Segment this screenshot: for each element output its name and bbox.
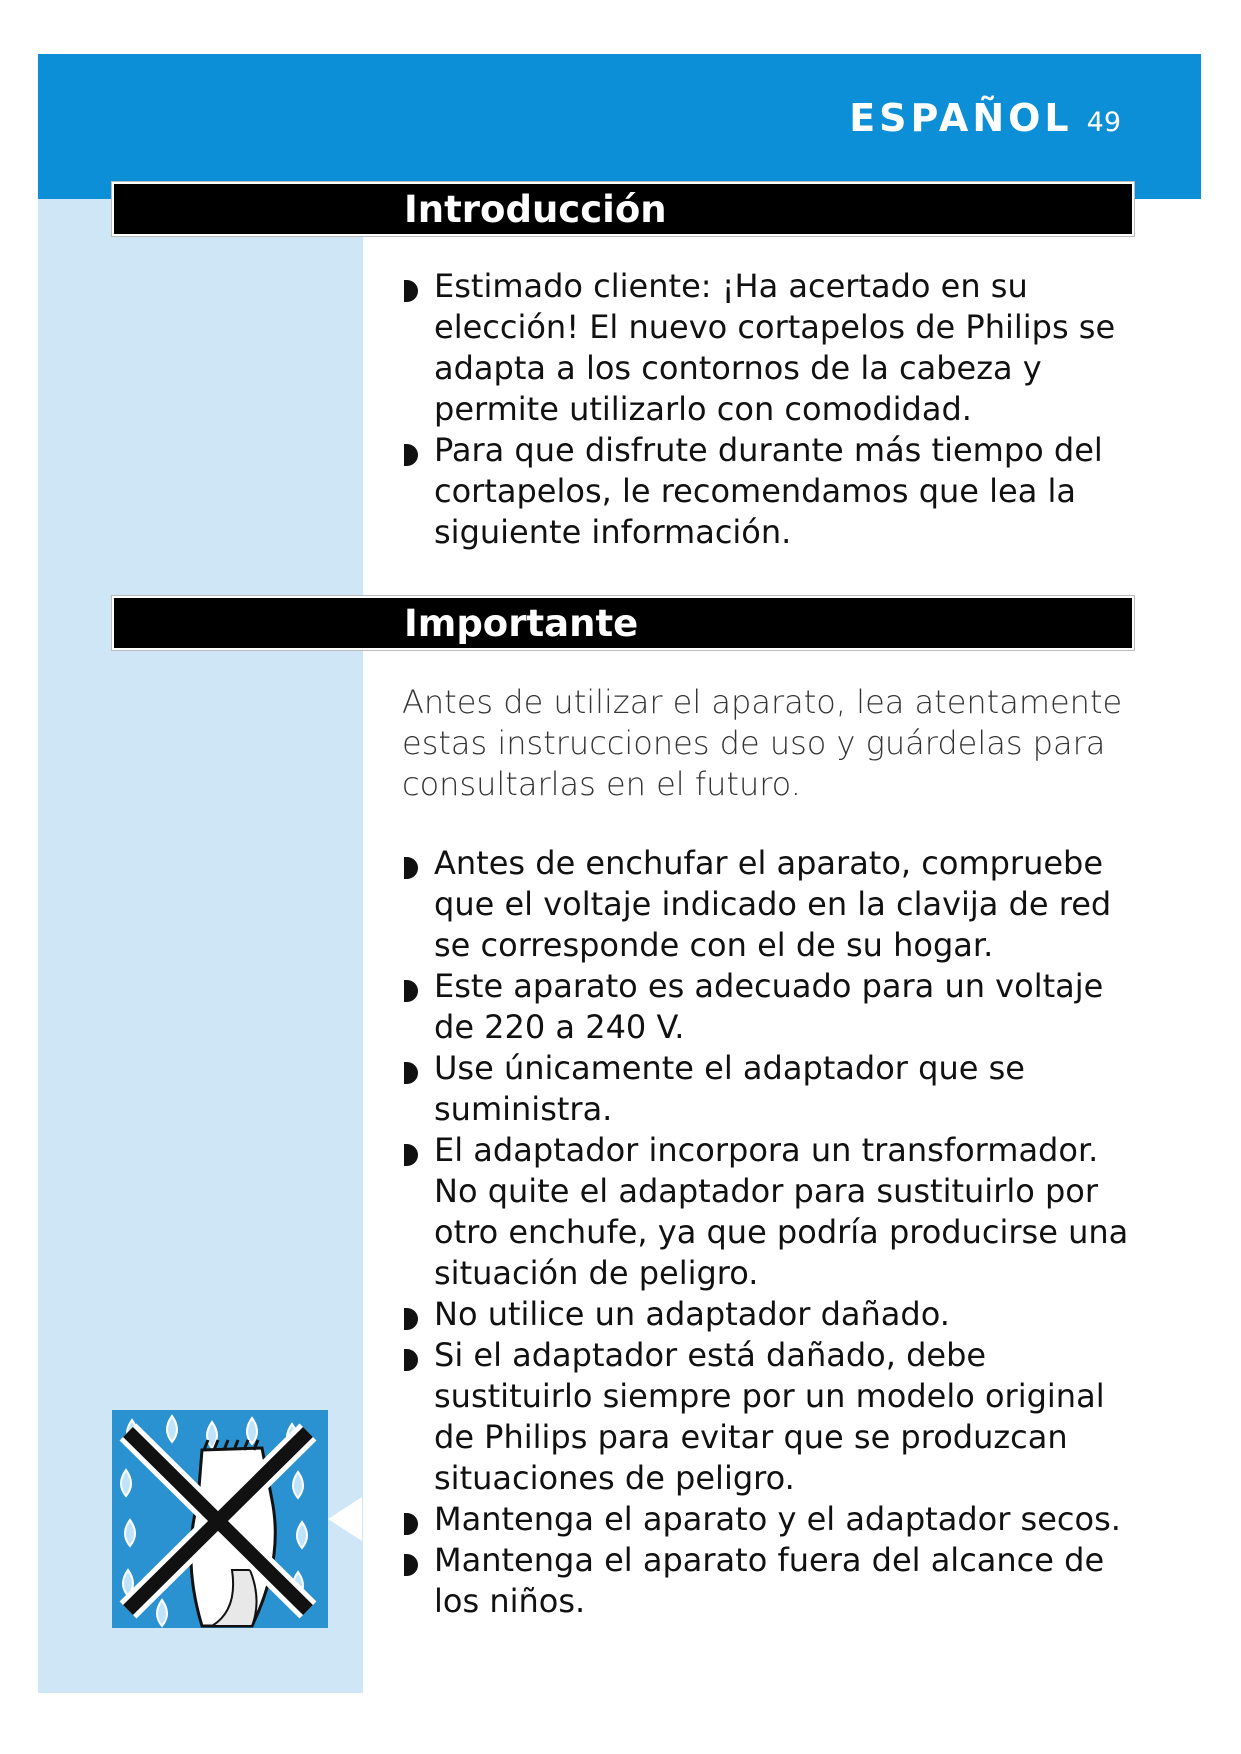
- language-label: ESPAÑOL: [849, 96, 1073, 140]
- warning-bullet-list: [402, 843, 1142, 1622]
- list-item: El adaptador incorpora un transformador. No quite el adaptador para sustituirlo por otro enchufe, ya que podría producirse una situación de peligro.: [402, 1130, 1142, 1294]
- section-bar-intro: [112, 182, 1134, 236]
- page-number: 49: [1086, 107, 1121, 138]
- section-title-important: Importante: [404, 602, 639, 645]
- list-item: Antes de enchufar el aparato, compruebe que el voltaje indicado en la clavija de red se corresponde con el de su hogar.: [402, 843, 1142, 966]
- list-item: Este aparato es adecuado para un voltaje de 220 a 240 V.: [402, 966, 1142, 1048]
- list-item: Para que disfrute durante más tiempo del cortapelos, le recomendamos que lea la siguiente información.: [402, 430, 1142, 553]
- list-item: Mantenga el aparato fuera del alcance de los niños.: [402, 1540, 1142, 1622]
- list-item: Estimado cliente: ¡Ha acertado en su elección! El nuevo cortapelos de Philips se adapta a los contornos de la cabeza y permite utilizarlo con comodidad.: [402, 266, 1142, 430]
- list-item: Mantenga el aparato y el adaptador secos.: [402, 1499, 1142, 1540]
- intro-bullet-list: [402, 266, 1142, 553]
- section-title-intro: Introducción: [404, 188, 667, 231]
- intro-content: [402, 266, 1142, 553]
- section-bar-important: [112, 596, 1134, 650]
- illustration-pointer: [328, 1497, 362, 1541]
- list-item: No utilice un adaptador dañado.: [402, 1294, 1142, 1335]
- water-drops-pattern: [112, 1410, 328, 1628]
- no-water-warning-icon: [112, 1410, 328, 1628]
- important-content: [402, 843, 1142, 1622]
- important-lead-paragraph: Antes de utilizar el aparato, lea atentamente estas instrucciones de uso y guárdelas para consultarlas en el futuro.: [402, 683, 1123, 803]
- list-item: Si el adaptador está dañado, debe sustituirlo siempre por un modelo original de Philips para evitar que se produzcan situaciones de peligro.: [402, 1335, 1142, 1499]
- page-header: [849, 96, 1121, 140]
- list-item: Use únicamente el adaptador que se suministra.: [402, 1048, 1142, 1130]
